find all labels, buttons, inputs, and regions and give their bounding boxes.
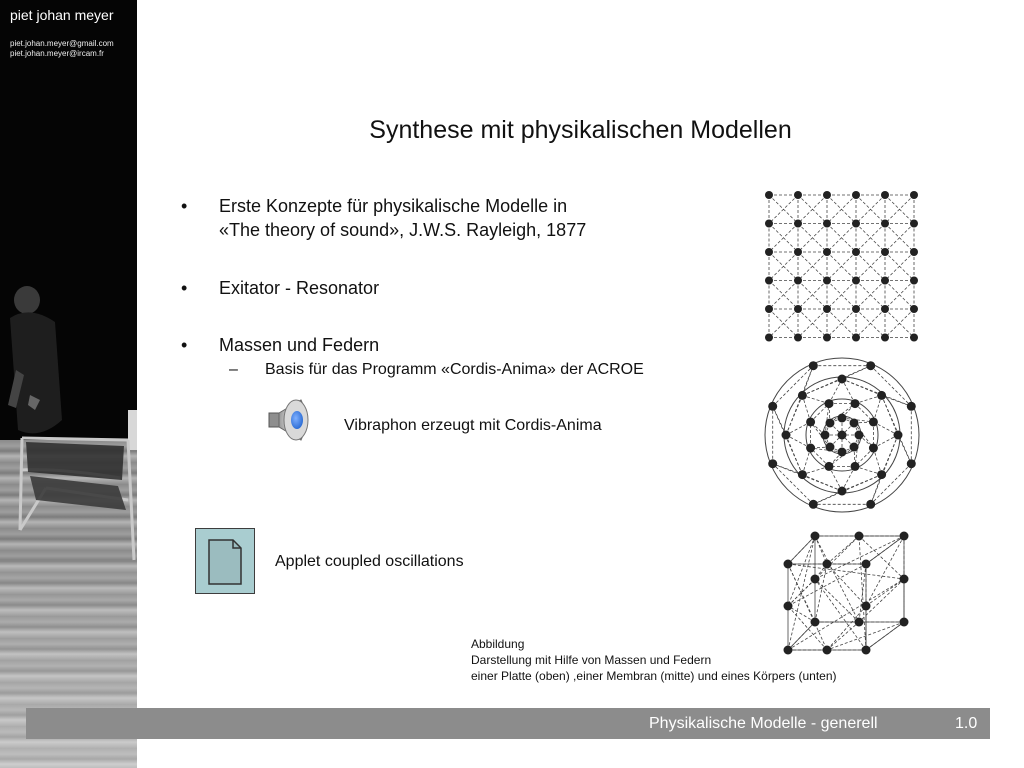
- mass-node: [794, 248, 802, 256]
- mass-node: [838, 431, 847, 440]
- mass-node: [821, 431, 830, 440]
- mass-node: [823, 220, 831, 228]
- sub-bullet-cordis: [229, 361, 689, 381]
- mass-node: [798, 470, 807, 479]
- spring-line: [866, 579, 904, 606]
- mass-node: [765, 191, 773, 199]
- bullet-exitator-text: Exitator - Resonator: [219, 278, 380, 298]
- mass-node: [862, 646, 871, 655]
- email-ircam[interactable]: piet.johan.meyer@ircam.fr: [10, 49, 104, 58]
- mass-node: [866, 361, 875, 370]
- mass-node: [881, 220, 889, 228]
- mass-node: [869, 444, 878, 453]
- figure-caption-line-3: einer Platte (oben) ,einer Membran (mitte) und eines Körpers (unten): [471, 669, 837, 683]
- mass-node: [809, 500, 818, 509]
- mass-node: [894, 431, 903, 440]
- mass-node: [811, 532, 820, 541]
- mass-node: [838, 375, 847, 384]
- mass-node: [855, 532, 864, 541]
- figure-caption: [471, 636, 837, 684]
- bullet-rayleigh-line-1: Erste Konzepte für physikalische Modelle in: [219, 196, 568, 216]
- mass-node: [794, 334, 802, 342]
- plate-mass-spring-diagram: [745, 183, 935, 348]
- sidebar-photo-panel: [0, 0, 137, 768]
- mass-node: [824, 462, 833, 471]
- mass-node: [852, 305, 860, 313]
- mass-node: [765, 220, 773, 228]
- mass-node: [910, 248, 918, 256]
- mass-node: [881, 248, 889, 256]
- document-icon[interactable]: [195, 528, 255, 594]
- audio-caption: Vibraphon erzeugt mit Cordis-Anima: [344, 417, 602, 434]
- mass-node: [765, 334, 773, 342]
- mass-node: [825, 443, 834, 452]
- mass-node: [881, 191, 889, 199]
- mass-node: [798, 391, 807, 400]
- mass-node: [794, 305, 802, 313]
- mass-node: [900, 532, 909, 541]
- author-name: piet johan meyer: [10, 7, 114, 23]
- mass-node: [907, 402, 916, 411]
- figure-caption-line-1: Abbildung: [471, 637, 525, 651]
- mass-node: [824, 399, 833, 408]
- membrane-mass-spring-diagram: [758, 354, 926, 516]
- mass-node: [877, 391, 886, 400]
- mass-node: [910, 191, 918, 199]
- spring-line: [773, 366, 814, 407]
- mass-node: [881, 334, 889, 342]
- slide-title: Synthese mit physikalischen Modellen: [369, 116, 792, 144]
- spring-line: [788, 536, 815, 606]
- spring-line: [871, 366, 912, 407]
- mass-node: [823, 277, 831, 285]
- mass-node: [855, 618, 864, 627]
- page-number: 1.0: [955, 715, 978, 732]
- spring-line: [815, 536, 827, 564]
- mass-node: [823, 334, 831, 342]
- mass-node: [838, 487, 847, 496]
- bullet-rayleigh-line-2: «The theory of sound», J.W.S. Rayleigh, 1877: [219, 220, 587, 240]
- mass-node: [877, 470, 886, 479]
- mass-node: [910, 220, 918, 228]
- sub-bullet-marker: –: [229, 361, 238, 378]
- spring-line: [859, 536, 866, 650]
- spring-line: [815, 579, 859, 622]
- spring-line: [827, 564, 866, 606]
- mass-node: [852, 191, 860, 199]
- mass-node: [852, 220, 860, 228]
- mass-node: [907, 459, 916, 468]
- mass-node: [910, 334, 918, 342]
- speaker-icon[interactable]: [265, 397, 315, 443]
- mass-node: [862, 602, 871, 611]
- mass-node: [765, 248, 773, 256]
- mass-node: [782, 431, 791, 440]
- spring-line: [866, 536, 904, 606]
- mass-node: [900, 618, 909, 627]
- mass-node: [811, 575, 820, 584]
- mass-node: [823, 560, 832, 569]
- mass-node: [852, 334, 860, 342]
- mass-node: [768, 402, 777, 411]
- mass-node: [794, 277, 802, 285]
- mass-node: [823, 248, 831, 256]
- mass-node: [866, 500, 875, 509]
- mass-node: [850, 443, 859, 452]
- spring-line: [773, 464, 814, 505]
- mass-node: [862, 560, 871, 569]
- bullet-massen: [181, 333, 481, 357]
- footer-title: Physikalische Modelle - generell: [649, 715, 878, 732]
- mass-node: [768, 459, 777, 468]
- bullet-rayleigh: [181, 194, 641, 244]
- mass-node: [794, 220, 802, 228]
- bullet-marker: •: [181, 335, 188, 355]
- mass-node: [838, 448, 847, 457]
- mass-node: [825, 418, 834, 427]
- person-with-chair-image: [0, 0, 137, 768]
- mass-node: [809, 361, 818, 370]
- spring-line: [788, 536, 859, 606]
- mass-node: [910, 305, 918, 313]
- bullet-exitator: [181, 276, 481, 300]
- mass-node: [838, 414, 847, 423]
- figure-caption-line-2: Darstellung mit Hilfe von Massen und Federn: [471, 653, 712, 667]
- mass-node: [823, 191, 831, 199]
- bullet-marker: •: [181, 278, 188, 298]
- mass-node: [881, 277, 889, 285]
- mass-node: [852, 248, 860, 256]
- mass-node: [900, 575, 909, 584]
- sub-bullet-text: Basis für das Programm «Cordis-Anima» der ACROE: [265, 361, 644, 378]
- spring-line: [871, 464, 912, 505]
- mass-node: [784, 560, 793, 569]
- applet-link[interactable]: Applet coupled oscillations: [275, 553, 464, 570]
- mass-node: [806, 417, 815, 426]
- mass-node: [823, 305, 831, 313]
- mass-node: [811, 618, 820, 627]
- bullet-marker: •: [181, 196, 188, 216]
- mass-node: [855, 431, 864, 440]
- mass-node: [850, 418, 859, 427]
- mass-node: [794, 191, 802, 199]
- mass-node: [852, 277, 860, 285]
- mass-node: [881, 305, 889, 313]
- mass-node: [910, 277, 918, 285]
- bullet-massen-text: Massen und Federn: [219, 335, 380, 355]
- mass-node: [806, 444, 815, 453]
- mass-node: [869, 417, 878, 426]
- mass-node: [784, 602, 793, 611]
- mass-node: [851, 399, 860, 408]
- email-gmail[interactable]: piet.johan.meyer@gmail.com: [10, 39, 114, 48]
- mass-node: [765, 277, 773, 285]
- mass-node: [851, 462, 860, 471]
- mass-node: [765, 305, 773, 313]
